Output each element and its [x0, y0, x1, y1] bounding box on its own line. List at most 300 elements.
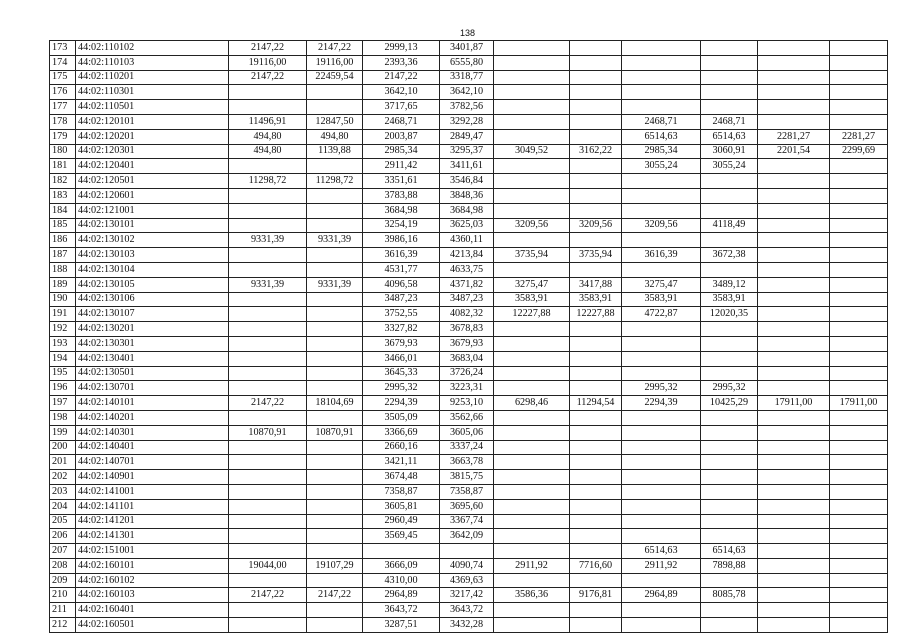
- value-cell: 3562,66: [440, 410, 494, 425]
- value-cell: 4213,84: [440, 248, 494, 263]
- value-cell: [622, 470, 701, 485]
- value-cell: [758, 159, 830, 174]
- value-cell: [622, 573, 701, 588]
- value-cell: [307, 159, 363, 174]
- cadastral-block-cell: 44:02:110103: [76, 55, 229, 70]
- row-number-cell: 193: [50, 336, 76, 351]
- value-cell: [307, 203, 363, 218]
- value-cell: [622, 262, 701, 277]
- table-row: [50, 203, 888, 218]
- value-cell: [758, 603, 830, 618]
- table-row: [50, 514, 888, 529]
- table-row: [50, 262, 888, 277]
- row-number-cell: 191: [50, 307, 76, 322]
- value-cell: [701, 70, 758, 85]
- value-cell: 2299,69: [830, 144, 888, 159]
- value-cell: [701, 410, 758, 425]
- value-cell: [307, 262, 363, 277]
- value-cell: [229, 85, 307, 100]
- value-cell: 3583,91: [701, 292, 758, 307]
- value-cell: 2964,89: [363, 588, 440, 603]
- cadastral-block-cell: 44:02:160101: [76, 558, 229, 573]
- value-cell: 3049,52: [494, 144, 570, 159]
- cadastral-block-cell: 44:02:160103: [76, 588, 229, 603]
- row-number-cell: 183: [50, 188, 76, 203]
- value-cell: 6298,46: [494, 396, 570, 411]
- value-cell: [830, 484, 888, 499]
- value-cell: 2999,13: [363, 41, 440, 56]
- row-number-cell: 200: [50, 440, 76, 455]
- row-number-cell: 184: [50, 203, 76, 218]
- value-cell: [307, 85, 363, 100]
- cadastral-block-cell: 44:02:120301: [76, 144, 229, 159]
- value-cell: [701, 573, 758, 588]
- row-number-cell: 194: [50, 351, 76, 366]
- value-cell: [570, 233, 622, 248]
- value-cell: [570, 188, 622, 203]
- value-cell: 17911,00: [758, 396, 830, 411]
- table-row: [50, 455, 888, 470]
- value-cell: [758, 114, 830, 129]
- value-cell: 3411,61: [440, 159, 494, 174]
- value-cell: [494, 544, 570, 559]
- value-cell: [830, 307, 888, 322]
- value-cell: 3586,36: [494, 588, 570, 603]
- cadastral-block-cell: 44:02:130401: [76, 351, 229, 366]
- value-cell: 3663,78: [440, 455, 494, 470]
- value-cell: 3367,74: [440, 514, 494, 529]
- value-cell: [570, 70, 622, 85]
- value-cell: 3546,84: [440, 174, 494, 189]
- table-row: [50, 558, 888, 573]
- value-cell: [701, 529, 758, 544]
- value-cell: 2281,27: [830, 129, 888, 144]
- value-cell: 3726,24: [440, 366, 494, 381]
- value-cell: [622, 203, 701, 218]
- value-cell: [758, 544, 830, 559]
- value-cell: [570, 529, 622, 544]
- value-cell: [830, 366, 888, 381]
- value-cell: [830, 425, 888, 440]
- table-row: [50, 248, 888, 263]
- value-cell: [494, 514, 570, 529]
- table-row: [50, 144, 888, 159]
- value-cell: [570, 174, 622, 189]
- value-cell: [494, 484, 570, 499]
- value-cell: 4096,58: [363, 277, 440, 292]
- value-cell: [758, 100, 830, 115]
- cadastral-block-cell: 44:02:141201: [76, 514, 229, 529]
- table-row: [50, 100, 888, 115]
- value-cell: [570, 499, 622, 514]
- value-cell: [307, 248, 363, 263]
- value-cell: [701, 55, 758, 70]
- value-cell: [494, 100, 570, 115]
- value-cell: [758, 218, 830, 233]
- value-cell: [830, 336, 888, 351]
- cadastral-block-cell: 44:02:140301: [76, 425, 229, 440]
- value-cell: 3432,28: [440, 618, 494, 633]
- value-cell: 3684,98: [363, 203, 440, 218]
- value-cell: 2911,92: [622, 558, 701, 573]
- value-cell: 12020,35: [701, 307, 758, 322]
- value-cell: 2468,71: [363, 114, 440, 129]
- value-cell: [229, 381, 307, 396]
- value-cell: [701, 618, 758, 633]
- value-cell: 11298,72: [229, 174, 307, 189]
- value-cell: [830, 292, 888, 307]
- value-cell: [758, 440, 830, 455]
- value-cell: 2147,22: [307, 41, 363, 56]
- value-cell: 2911,42: [363, 159, 440, 174]
- value-cell: [494, 410, 570, 425]
- value-cell: 3487,23: [363, 292, 440, 307]
- value-cell: 2660,16: [363, 440, 440, 455]
- value-cell: [570, 544, 622, 559]
- value-cell: [307, 366, 363, 381]
- value-cell: 3782,56: [440, 100, 494, 115]
- value-cell: 3666,09: [363, 558, 440, 573]
- value-cell: [229, 218, 307, 233]
- value-cell: [494, 470, 570, 485]
- table-row: [50, 396, 888, 411]
- value-cell: [758, 484, 830, 499]
- value-cell: [758, 262, 830, 277]
- table-row: [50, 322, 888, 337]
- value-cell: 3583,91: [570, 292, 622, 307]
- value-cell: [830, 218, 888, 233]
- value-cell: 494,80: [229, 129, 307, 144]
- value-cell: 3674,48: [363, 470, 440, 485]
- value-cell: [830, 203, 888, 218]
- table-row: [50, 277, 888, 292]
- value-cell: [307, 336, 363, 351]
- value-cell: 6555,80: [440, 55, 494, 70]
- value-cell: 6514,63: [622, 129, 701, 144]
- value-cell: 2849,47: [440, 129, 494, 144]
- value-cell: 4090,74: [440, 558, 494, 573]
- value-cell: 2964,89: [622, 588, 701, 603]
- value-cell: [758, 41, 830, 56]
- value-cell: [570, 425, 622, 440]
- value-cell: [229, 159, 307, 174]
- value-cell: 4633,75: [440, 262, 494, 277]
- value-cell: [570, 410, 622, 425]
- row-number-cell: 186: [50, 233, 76, 248]
- value-cell: 3275,47: [622, 277, 701, 292]
- cadastral-block-cell: 44:02:130501: [76, 366, 229, 381]
- value-cell: [622, 603, 701, 618]
- table-row: [50, 188, 888, 203]
- value-cell: [570, 484, 622, 499]
- value-cell: [494, 233, 570, 248]
- value-cell: [494, 55, 570, 70]
- value-cell: 2201,54: [758, 144, 830, 159]
- value-cell: [229, 262, 307, 277]
- value-cell: 2294,39: [622, 396, 701, 411]
- value-cell: [229, 455, 307, 470]
- value-cell: 3327,82: [363, 322, 440, 337]
- value-cell: 3717,65: [363, 100, 440, 115]
- value-cell: 3986,16: [363, 233, 440, 248]
- table-row: [50, 588, 888, 603]
- cadastral-block-cell: 44:02:130101: [76, 218, 229, 233]
- cadastral-block-cell: 44:02:120601: [76, 188, 229, 203]
- cadastral-block-cell: 44:02:110102: [76, 41, 229, 56]
- row-number-cell: 180: [50, 144, 76, 159]
- value-cell: 3466,01: [363, 351, 440, 366]
- value-cell: [830, 100, 888, 115]
- value-cell: [622, 618, 701, 633]
- value-cell: [494, 129, 570, 144]
- value-cell: 3616,39: [363, 248, 440, 263]
- value-cell: 2985,34: [363, 144, 440, 159]
- value-cell: 3643,72: [440, 603, 494, 618]
- value-cell: [307, 499, 363, 514]
- value-cell: [363, 544, 440, 559]
- value-cell: [622, 41, 701, 56]
- value-cell: [830, 70, 888, 85]
- value-cell: [758, 573, 830, 588]
- value-cell: 3783,88: [363, 188, 440, 203]
- value-cell: [570, 262, 622, 277]
- value-cell: [570, 85, 622, 100]
- value-cell: 3295,37: [440, 144, 494, 159]
- value-cell: [701, 603, 758, 618]
- value-cell: [758, 55, 830, 70]
- value-cell: 3162,22: [570, 144, 622, 159]
- value-cell: [570, 514, 622, 529]
- value-cell: [622, 410, 701, 425]
- value-cell: 3735,94: [570, 248, 622, 263]
- value-cell: 9176,81: [570, 588, 622, 603]
- value-cell: [622, 351, 701, 366]
- value-cell: [570, 603, 622, 618]
- value-cell: 2147,22: [229, 41, 307, 56]
- value-cell: [830, 514, 888, 529]
- value-cell: 1139,88: [307, 144, 363, 159]
- value-cell: [494, 573, 570, 588]
- value-cell: [229, 292, 307, 307]
- value-cell: [229, 322, 307, 337]
- value-cell: 3683,04: [440, 351, 494, 366]
- value-cell: [229, 203, 307, 218]
- value-cell: 3642,09: [440, 529, 494, 544]
- cadastral-block-cell: 44:02:110301: [76, 85, 229, 100]
- value-cell: 3642,10: [363, 85, 440, 100]
- value-cell: [758, 618, 830, 633]
- value-cell: [307, 529, 363, 544]
- value-cell: [570, 351, 622, 366]
- row-number-cell: 175: [50, 70, 76, 85]
- value-cell: 4369,63: [440, 573, 494, 588]
- value-cell: [494, 70, 570, 85]
- value-cell: [758, 410, 830, 425]
- value-cell: [701, 100, 758, 115]
- value-cell: 7358,87: [440, 484, 494, 499]
- value-cell: 19044,00: [229, 558, 307, 573]
- table-row: [50, 55, 888, 70]
- cadastral-block-cell: 44:02:130103: [76, 248, 229, 263]
- value-cell: 10425,29: [701, 396, 758, 411]
- value-cell: 4360,11: [440, 233, 494, 248]
- cadastral-block-cell: 44:02:130104: [76, 262, 229, 277]
- value-cell: [758, 366, 830, 381]
- table-row: [50, 529, 888, 544]
- value-cell: 3209,56: [570, 218, 622, 233]
- value-cell: 19116,00: [307, 55, 363, 70]
- value-cell: [830, 573, 888, 588]
- cadastral-block-cell: 44:02:141101: [76, 499, 229, 514]
- value-cell: [307, 455, 363, 470]
- value-cell: 3679,93: [363, 336, 440, 351]
- value-cell: 3489,12: [701, 277, 758, 292]
- value-cell: [701, 351, 758, 366]
- value-cell: [307, 484, 363, 499]
- cadastral-block-cell: 44:02:141001: [76, 484, 229, 499]
- table-row: [50, 470, 888, 485]
- value-cell: [622, 514, 701, 529]
- value-cell: [570, 573, 622, 588]
- cadastral-block-cell: 44:02:130301: [76, 336, 229, 351]
- cadastral-block-cell: 44:02:120101: [76, 114, 229, 129]
- value-cell: [758, 499, 830, 514]
- value-cell: 2003,87: [363, 129, 440, 144]
- value-cell: 11294,54: [570, 396, 622, 411]
- value-cell: [758, 425, 830, 440]
- value-cell: 6514,63: [701, 129, 758, 144]
- value-cell: [758, 233, 830, 248]
- row-number-cell: 198: [50, 410, 76, 425]
- value-cell: [307, 410, 363, 425]
- row-number-cell: 188: [50, 262, 76, 277]
- value-cell: [830, 410, 888, 425]
- value-cell: 3695,60: [440, 499, 494, 514]
- value-cell: [758, 307, 830, 322]
- value-cell: 4371,82: [440, 277, 494, 292]
- value-cell: [622, 455, 701, 470]
- value-cell: [701, 470, 758, 485]
- row-number-cell: 212: [50, 618, 76, 633]
- value-cell: 19107,29: [307, 558, 363, 573]
- value-cell: [229, 440, 307, 455]
- value-cell: [229, 351, 307, 366]
- value-cell: [307, 351, 363, 366]
- value-cell: [229, 484, 307, 499]
- value-cell: 3401,87: [440, 41, 494, 56]
- value-cell: [830, 322, 888, 337]
- value-cell: 3487,23: [440, 292, 494, 307]
- value-cell: [494, 159, 570, 174]
- value-cell: 19116,00: [229, 55, 307, 70]
- value-cell: [622, 336, 701, 351]
- value-cell: [229, 307, 307, 322]
- value-cell: [229, 188, 307, 203]
- value-cell: [830, 41, 888, 56]
- value-cell: 4118,49: [701, 218, 758, 233]
- value-cell: 4722,87: [622, 307, 701, 322]
- value-cell: 3351,61: [363, 174, 440, 189]
- row-number-cell: 173: [50, 41, 76, 56]
- value-cell: [570, 203, 622, 218]
- cadastral-block-cell: 44:02:151001: [76, 544, 229, 559]
- value-cell: [307, 470, 363, 485]
- value-cell: 3616,39: [622, 248, 701, 263]
- value-cell: [758, 70, 830, 85]
- value-cell: [701, 484, 758, 499]
- value-cell: [307, 514, 363, 529]
- row-number-cell: 179: [50, 129, 76, 144]
- value-cell: [307, 292, 363, 307]
- table-row: [50, 381, 888, 396]
- value-cell: 2147,22: [229, 588, 307, 603]
- cadastral-block-cell: 44:02:130105: [76, 277, 229, 292]
- value-cell: [830, 529, 888, 544]
- value-cell: 3055,24: [701, 159, 758, 174]
- value-cell: [701, 499, 758, 514]
- table-row: [50, 573, 888, 588]
- value-cell: [622, 425, 701, 440]
- value-cell: 2995,32: [622, 381, 701, 396]
- value-cell: 3583,91: [622, 292, 701, 307]
- value-cell: [307, 381, 363, 396]
- cadastral-block-cell: 44:02:140701: [76, 455, 229, 470]
- value-cell: 3287,51: [363, 618, 440, 633]
- value-cell: [758, 322, 830, 337]
- row-number-cell: 182: [50, 174, 76, 189]
- value-cell: 3275,47: [494, 277, 570, 292]
- value-cell: 18104,69: [307, 396, 363, 411]
- value-cell: 9331,39: [229, 233, 307, 248]
- row-number-cell: 192: [50, 322, 76, 337]
- table-row: [50, 159, 888, 174]
- value-cell: [830, 351, 888, 366]
- value-cell: 17911,00: [830, 396, 888, 411]
- value-cell: [229, 529, 307, 544]
- value-cell: [701, 336, 758, 351]
- value-cell: [494, 85, 570, 100]
- value-cell: 9331,39: [229, 277, 307, 292]
- value-cell: 2995,32: [363, 381, 440, 396]
- row-number-cell: 206: [50, 529, 76, 544]
- value-cell: [494, 440, 570, 455]
- cadastral-block-cell: 44:02:140201: [76, 410, 229, 425]
- value-cell: [307, 440, 363, 455]
- value-cell: [830, 262, 888, 277]
- cadastral-block-cell: 44:02:140901: [76, 470, 229, 485]
- value-cell: [494, 336, 570, 351]
- table-row: [50, 336, 888, 351]
- value-cell: [307, 218, 363, 233]
- value-cell: [701, 440, 758, 455]
- cadastral-block-cell: 44:02:141301: [76, 529, 229, 544]
- value-cell: [570, 455, 622, 470]
- row-number-cell: 174: [50, 55, 76, 70]
- value-cell: 7898,88: [701, 558, 758, 573]
- value-cell: 3421,11: [363, 455, 440, 470]
- value-cell: [494, 381, 570, 396]
- value-cell: [830, 277, 888, 292]
- value-cell: 4531,77: [363, 262, 440, 277]
- table-row: [50, 366, 888, 381]
- table-row: [50, 351, 888, 366]
- value-cell: [307, 573, 363, 588]
- value-cell: 3366,69: [363, 425, 440, 440]
- row-number-cell: 204: [50, 499, 76, 514]
- value-cell: [701, 455, 758, 470]
- value-cell: [758, 277, 830, 292]
- value-cell: [830, 455, 888, 470]
